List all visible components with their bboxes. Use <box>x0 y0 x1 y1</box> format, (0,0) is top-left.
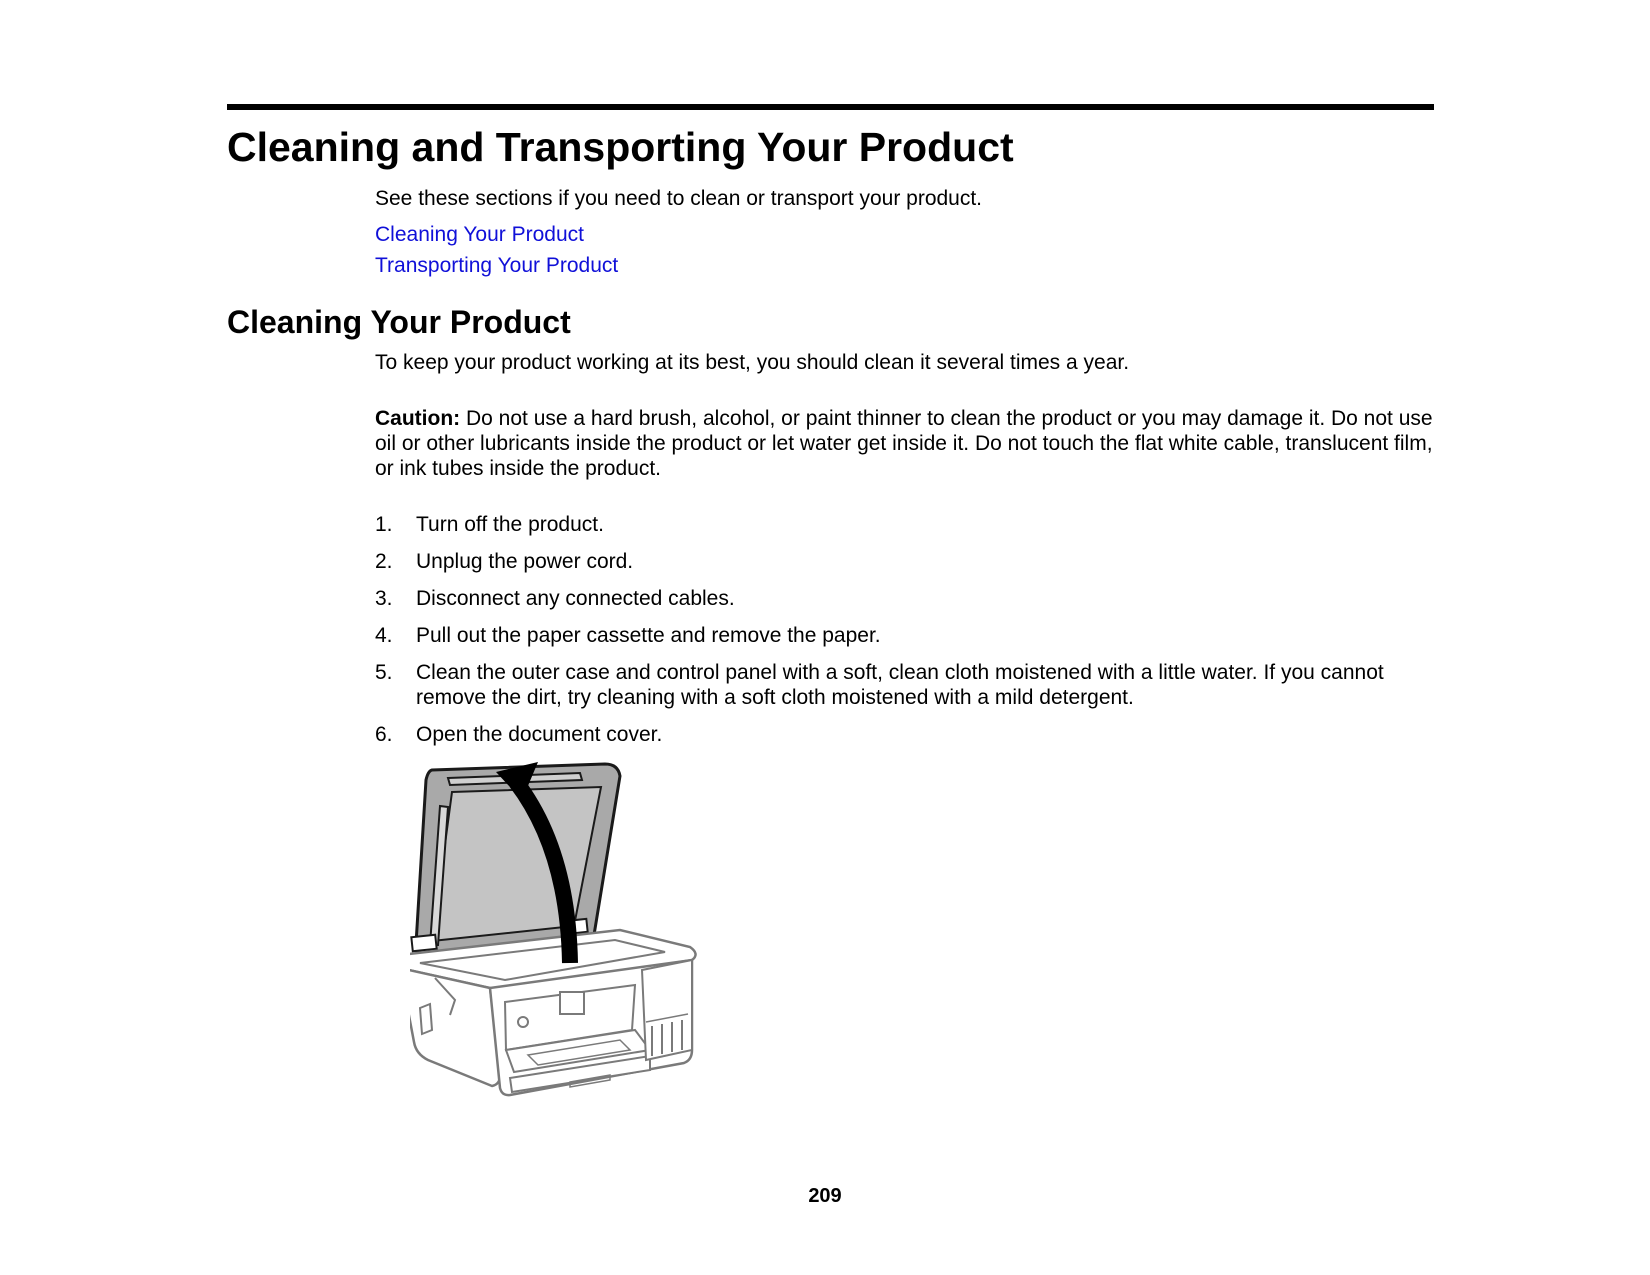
step-number: 6. <box>375 723 393 746</box>
list-item <box>375 549 1435 574</box>
section-intro: To keep your product working at its best, you should clean it several times a year. <box>375 351 1130 374</box>
caution-label: Caution: <box>375 407 461 430</box>
list-item <box>375 660 1435 710</box>
page-title: Cleaning and Transporting Your Product <box>227 124 1014 170</box>
page-number: 209 <box>808 1185 842 1207</box>
list-item <box>375 512 1435 537</box>
printer-open-document-cover-icon <box>410 760 740 1120</box>
step-number: 5. <box>375 661 393 684</box>
step-number: 4. <box>375 624 393 647</box>
step-text: Unplug the power cord. <box>416 550 634 573</box>
list-item <box>375 623 1435 648</box>
step-number: 3. <box>375 587 393 610</box>
step-number: 2. <box>375 550 393 573</box>
list-item <box>375 586 1435 611</box>
link-cleaning-your-product[interactable]: Cleaning Your Product <box>375 223 584 246</box>
step-text: Disconnect any connected cables. <box>416 587 735 610</box>
steps-list <box>375 512 1435 759</box>
step-text: Clean the outer case and control panel with a soft, clean cloth moistened with a little water. If you cannot remove the dirt, try cleaning with a soft cloth moistened with a mild detergent. <box>416 661 1384 709</box>
header-rule <box>227 104 1434 110</box>
caution-note <box>375 406 1435 481</box>
link-transporting-your-product[interactable]: Transporting Your Product <box>375 254 619 277</box>
step-number: 1. <box>375 513 393 536</box>
step-text: Turn off the product. <box>416 513 604 536</box>
step-text: Open the document cover. <box>416 723 663 746</box>
caution-text: Do not use a hard brush, alcohol, or paint thinner to clean the product or you may damage it. Do not use oil or other lubricants inside the product or let water get inside it. Do not touch the flat white cable, translucent film, or ink tubes inside the product. <box>375 407 1433 480</box>
section-title: Cleaning Your Product <box>227 304 571 340</box>
list-item <box>375 722 1435 747</box>
page-intro: See these sections if you need to clean or transport your product. <box>375 187 983 210</box>
step-text: Pull out the paper cassette and remove the paper. <box>416 624 881 647</box>
